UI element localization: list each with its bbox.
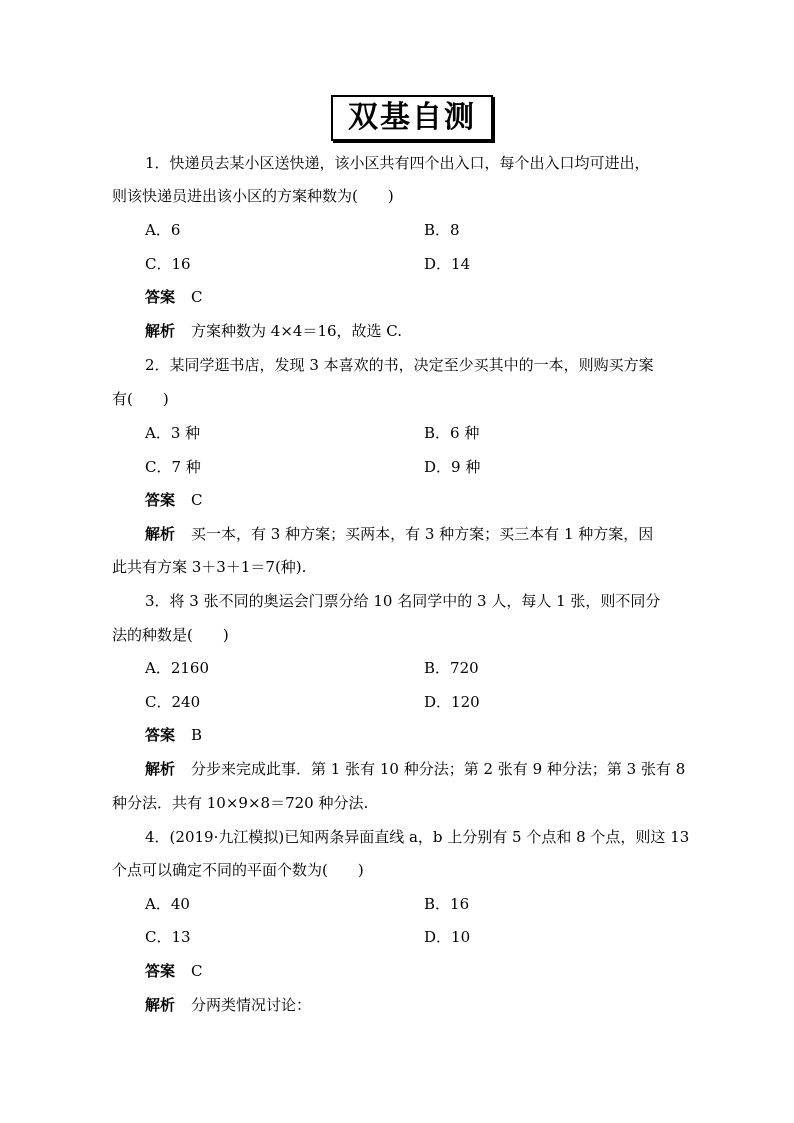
q2-option-d: D．9 种 bbox=[424, 458, 481, 476]
q4-analysis-label: 解析 bbox=[145, 996, 176, 1014]
q4-answer-value: C bbox=[191, 962, 203, 980]
q1-option-b: B．8 bbox=[424, 221, 460, 239]
q3-option-c: C．240 bbox=[145, 693, 201, 711]
q3-answer-row bbox=[145, 728, 202, 743]
q3-analysis-line2: 种分法．共有 10×9×8＝720 种分法. bbox=[112, 794, 369, 812]
q4-answer-row bbox=[145, 964, 203, 979]
q1-stem-line2: 则该快递员进出该小区的方案种数为( ) bbox=[112, 187, 394, 205]
q2-stem-line2: 有( ) bbox=[112, 390, 169, 408]
q1-option-d: D．14 bbox=[424, 255, 471, 273]
q4-option-a: A．40 bbox=[145, 895, 190, 913]
q2-analysis-row bbox=[145, 527, 653, 542]
q4-stem-line1: 4．(2019·九江模拟)已知两条异面直线 a，b 上分别有 5 个点和 8 个点，则这 13 bbox=[145, 828, 690, 846]
q3-option-a: A．2160 bbox=[145, 659, 210, 677]
q3-option-b: B．720 bbox=[424, 659, 479, 677]
q2-stem-line1: 2．某同学逛书店，发现 3 本喜欢的书，决定至少买其中的一本，则购买方案 bbox=[145, 356, 654, 374]
q3-stem-line2: 法的种数是( ) bbox=[112, 626, 229, 644]
q4-option-b: B．16 bbox=[424, 895, 470, 913]
q3-stem-line1: 3．将 3 张不同的奥运会门票分给 10 名同学中的 3 人，每人 1 张，则不同分 bbox=[145, 592, 661, 610]
q3-analysis-text: 分步来完成此事．第 1 张有 10 种分法；第 2 张有 9 种分法；第 3 张有 8 bbox=[191, 760, 686, 778]
q1-stem-line1: 1．快递员去某小区送快递，该小区共有四个出入口，每个出入口均可进出， bbox=[145, 154, 650, 172]
q2-answer-row bbox=[145, 493, 203, 508]
q2-answer-label: 答案 bbox=[145, 491, 176, 509]
q4-answer-label: 答案 bbox=[145, 962, 176, 980]
q4-option-d: D．10 bbox=[424, 928, 471, 946]
q2-answer-value: C bbox=[191, 491, 203, 509]
q1-answer-value: C bbox=[191, 288, 203, 306]
q3-analysis-row bbox=[145, 762, 685, 777]
q3-analysis-label: 解析 bbox=[145, 760, 176, 778]
q2-analysis-label: 解析 bbox=[145, 525, 176, 543]
q4-analysis-text: 分两类情况讨论： bbox=[191, 996, 312, 1014]
q1-analysis-row bbox=[145, 324, 402, 339]
q3-option-d: D．120 bbox=[424, 693, 480, 711]
section-title-box bbox=[331, 95, 493, 141]
q3-answer-value: B bbox=[191, 726, 203, 744]
q4-stem-line2: 个点可以确定不同的平面个数为( ) bbox=[112, 861, 364, 879]
q1-answer-label: 答案 bbox=[145, 288, 176, 306]
q2-option-a: A．3 种 bbox=[145, 424, 201, 442]
q2-analysis-text: 买一本，有 3 种方案；买两本，有 3 种方案；买三本有 1 种方案，因 bbox=[191, 525, 654, 543]
q1-analysis-label: 解析 bbox=[145, 322, 176, 340]
q1-answer-row bbox=[145, 290, 203, 305]
q2-analysis-line2: 此共有方案 3＋3＋1＝7(种). bbox=[112, 558, 307, 576]
q1-analysis-text: 方案种数为 4×4＝16，故选 C. bbox=[191, 322, 403, 340]
q2-option-c: C．7 种 bbox=[145, 458, 201, 476]
q4-option-c: C．13 bbox=[145, 928, 191, 946]
q4-analysis-row bbox=[145, 998, 311, 1013]
q1-option-c: C．16 bbox=[145, 255, 191, 273]
section-title: 双基自测 bbox=[348, 100, 476, 135]
q3-answer-label: 答案 bbox=[145, 726, 176, 744]
q1-option-a: A．6 bbox=[145, 221, 181, 239]
q2-option-b: B．6 种 bbox=[424, 424, 480, 442]
